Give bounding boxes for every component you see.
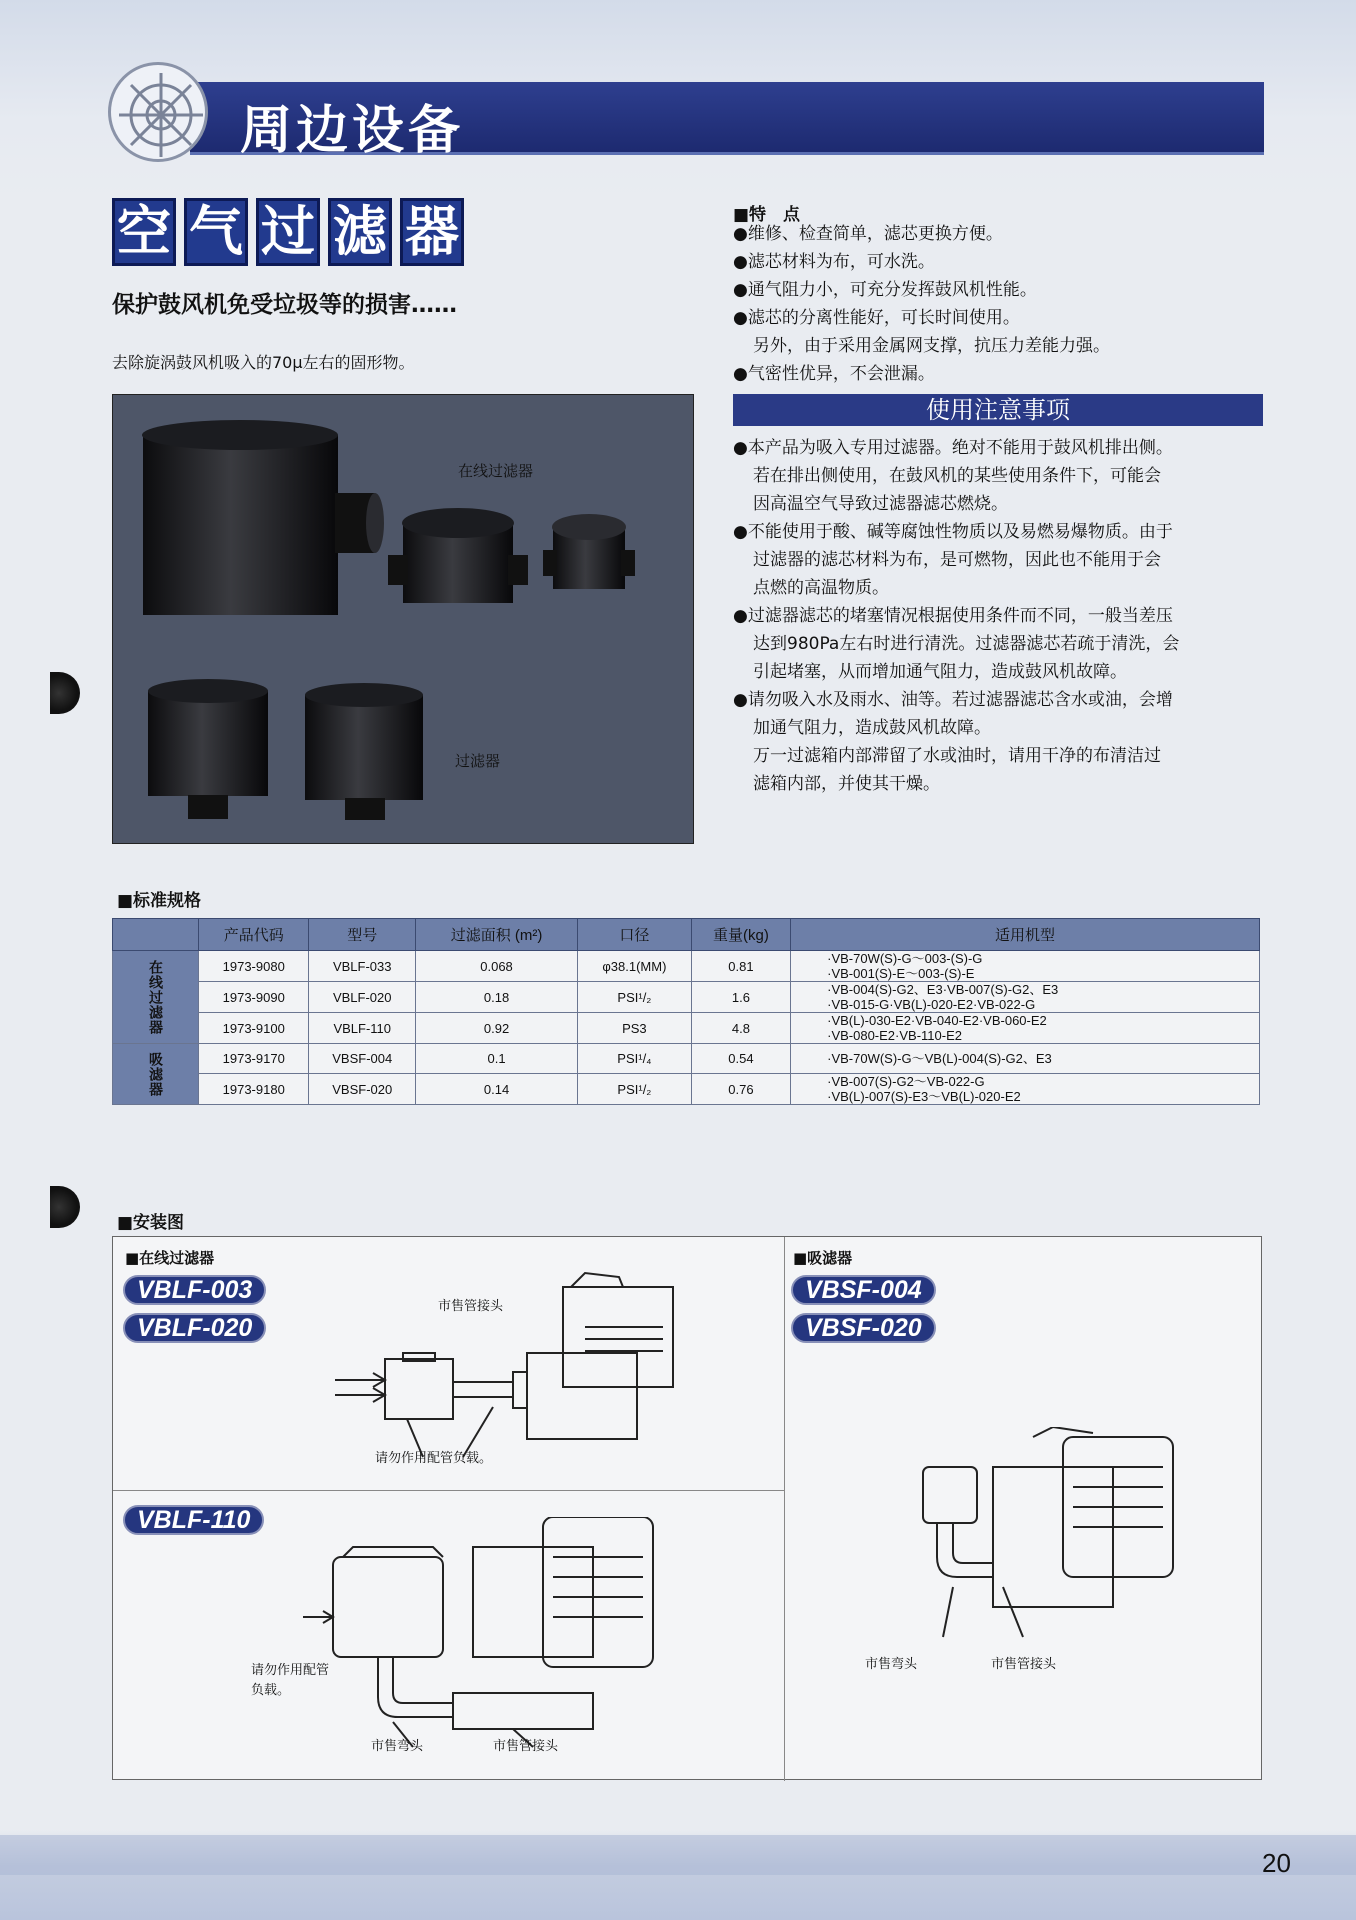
model-line: ·VB-007(S)-G2～VB-022-G bbox=[827, 1074, 985, 1089]
model-badge-vblf-020: VBLF-020 bbox=[123, 1313, 266, 1343]
cell-model: VBSF-004 bbox=[309, 1044, 416, 1074]
feature-item: ●维修、检查简单，滤芯更换方便。 bbox=[733, 224, 1003, 244]
cell-models bbox=[791, 982, 1260, 1013]
table-row bbox=[113, 1013, 1260, 1044]
title-char: 滤 bbox=[328, 198, 392, 266]
table-row bbox=[113, 982, 1260, 1013]
title-char: 空 bbox=[112, 198, 176, 266]
caution-line: 引起堵塞，从而增加通气阻力，造成鼓风机故障。 bbox=[753, 662, 1127, 682]
caution-item bbox=[733, 434, 1263, 518]
column-header: 重量(kg) bbox=[691, 919, 790, 951]
note-commercial-elbow: 市售弯头 bbox=[865, 1657, 918, 1672]
cell-code: 1973-9080 bbox=[199, 951, 309, 982]
model-badge-vbsf-004: VBSF-004 bbox=[791, 1275, 936, 1305]
caution-item bbox=[733, 602, 1263, 686]
page-number: 20 bbox=[1262, 1848, 1291, 1878]
note-no-pipe-load-cont: 负载。 bbox=[251, 1683, 291, 1698]
feature-item-extra: 另外，由于采用金属网支撑，抗压力差能力强。 bbox=[753, 336, 1110, 356]
table-row bbox=[113, 951, 1260, 982]
product-title bbox=[112, 198, 464, 266]
column-header: 产品代码 bbox=[199, 919, 309, 951]
table-row bbox=[113, 1044, 1260, 1074]
vblf110-install-drawing bbox=[293, 1517, 693, 1767]
cell-models bbox=[791, 1044, 1260, 1074]
model-line: ·VB-001(S)-E～003-(S)-E bbox=[827, 966, 975, 981]
cell-port: PSI¹/₂ bbox=[578, 1074, 692, 1105]
title-char: 过 bbox=[256, 198, 320, 266]
caution-line: 若在排出侧使用，在鼓风机的某些使用条件下，可能会 bbox=[753, 466, 1161, 486]
table-corner bbox=[113, 919, 199, 951]
binder-hole bbox=[50, 672, 80, 714]
cell-weight: 1.6 bbox=[691, 982, 790, 1013]
features-list bbox=[733, 220, 1273, 388]
filters-illustration bbox=[113, 395, 695, 845]
section-banner bbox=[190, 82, 1264, 161]
model-badge-vbsf-020: VBSF-020 bbox=[791, 1313, 936, 1343]
cell-area: 0.92 bbox=[416, 1013, 578, 1044]
cell-code: 1973-9090 bbox=[199, 982, 309, 1013]
note-commercial-elbow: 市售弯头 bbox=[371, 1739, 424, 1754]
note-no-pipe-load: 请勿作用配管负载。 bbox=[375, 1451, 493, 1466]
model-badge-vblf-110: VBLF-110 bbox=[123, 1505, 264, 1535]
caution-list bbox=[733, 434, 1263, 798]
column-header: 适用机型 bbox=[791, 919, 1260, 951]
fan-icon bbox=[108, 62, 208, 162]
note-no-pipe-load: 请勿作用配管 bbox=[251, 1663, 330, 1678]
label-filter: 过滤器 bbox=[455, 752, 501, 770]
cell-port: PSI¹/₂ bbox=[578, 982, 692, 1013]
cell-area: 0.068 bbox=[416, 951, 578, 982]
cell-weight: 0.54 bbox=[691, 1044, 790, 1074]
inline-install-drawing bbox=[323, 1267, 703, 1467]
cell-model: VBLF-020 bbox=[309, 982, 416, 1013]
model-line: ·VB-004(S)-G2、E3·VB-007(S)-G2、E3 bbox=[827, 982, 1059, 997]
model-line: ·VB-70W(S)-G～VB(L)-004(S)-G2、E3 bbox=[827, 1051, 1052, 1066]
cell-models bbox=[791, 1074, 1260, 1105]
caution-line: ●不能使用于酸、碱等腐蚀性物质以及易燃易爆物质。由于 bbox=[733, 522, 1173, 542]
note-commercial-joint: 市售管接头 bbox=[438, 1299, 504, 1314]
cell-weight: 0.76 bbox=[691, 1074, 790, 1105]
caution-line: ●本产品为吸入专用过滤器。绝对不能用于鼓风机排出侧。 bbox=[733, 438, 1173, 458]
spec-heading: ■标准规格 bbox=[117, 891, 202, 911]
label-inline-filter: 在线过滤器 bbox=[458, 462, 534, 480]
caution-line: 滤箱内部，并使其干燥。 bbox=[753, 774, 940, 794]
feature-item: ●滤芯的分离性能好，可长时间使用。 bbox=[733, 308, 1020, 328]
feature-item: ●气密性优异，不会泄漏。 bbox=[733, 364, 935, 384]
model-badge-vblf-003: VBLF-003 bbox=[123, 1275, 266, 1305]
cell-model: VBSF-020 bbox=[309, 1074, 416, 1105]
cell-models bbox=[791, 1013, 1260, 1044]
caution-line: ●过滤器滤芯的堵塞情况根据使用条件而不同，一般当差压 bbox=[733, 606, 1173, 626]
spec-table bbox=[112, 918, 1260, 1105]
cell-area: 0.1 bbox=[416, 1044, 578, 1074]
caution-item bbox=[733, 686, 1263, 798]
subtitle: 保护鼓风机免受垃圾等的损害…… bbox=[112, 292, 457, 318]
cell-area: 0.18 bbox=[416, 982, 578, 1013]
binder-hole bbox=[50, 1186, 80, 1228]
cell-code: 1973-9170 bbox=[199, 1044, 309, 1074]
suction-install-drawing bbox=[913, 1427, 1213, 1647]
model-line: ·VB-70W(S)-G～003-(S)-G bbox=[827, 951, 983, 966]
title-char: 气 bbox=[184, 198, 248, 266]
caution-line: 达到980Pa左右时进行清洗。过滤器滤芯若疏于清洗，会 bbox=[753, 634, 1180, 654]
cell-code: 1973-9100 bbox=[199, 1013, 309, 1044]
cell-code: 1973-9180 bbox=[199, 1074, 309, 1105]
description: 去除旋涡鼓风机吸入的70μ左右的固形物。 bbox=[112, 353, 415, 372]
note-commercial-joint: 市售管接头 bbox=[991, 1657, 1057, 1672]
install-heading: ■安装图 bbox=[117, 1213, 185, 1233]
note-commercial-joint: 市售管接头 bbox=[493, 1739, 559, 1754]
suction-filter-subheading: ■吸滤器 bbox=[793, 1249, 853, 1267]
cell-area: 0.14 bbox=[416, 1074, 578, 1105]
section-title: 周边设备 bbox=[240, 101, 465, 161]
column-header: 型号 bbox=[309, 919, 416, 951]
divider bbox=[784, 1237, 785, 1781]
cell-model: VBLF-110 bbox=[309, 1013, 416, 1044]
title-char: 器 bbox=[400, 198, 464, 266]
feature-item: ●通气阻力小，可充分发挥鼓风机性能。 bbox=[733, 280, 1037, 300]
divider bbox=[113, 1490, 784, 1491]
footer-stripe bbox=[0, 1835, 1356, 1875]
cell-model: VBLF-033 bbox=[309, 951, 416, 982]
model-line: ·VB-080-E2·VB-110-E2 bbox=[827, 1028, 962, 1043]
caution-line: 因高温空气导致过滤器滤芯燃烧。 bbox=[753, 494, 1008, 514]
product-photo bbox=[112, 394, 694, 844]
table-row bbox=[113, 1074, 1260, 1105]
caution-line: 万一过滤箱内部滞留了水或油时，请用干净的布清洁过 bbox=[753, 746, 1161, 766]
cell-port: PSI¹/₄ bbox=[578, 1044, 692, 1074]
feature-item: ●滤芯材料为布，可水洗。 bbox=[733, 252, 935, 272]
caution-item bbox=[733, 518, 1263, 602]
model-line: ·VB(L)-007(S)-E3～VB(L)-020-E2 bbox=[827, 1089, 1021, 1104]
caution-heading: 使用注意事项 bbox=[733, 394, 1263, 426]
features-heading: ■特 点 bbox=[733, 205, 801, 225]
cell-models bbox=[791, 951, 1260, 982]
cell-port: φ38.1(MM) bbox=[578, 951, 692, 982]
cell-weight: 4.8 bbox=[691, 1013, 790, 1044]
cell-weight: 0.81 bbox=[691, 951, 790, 982]
column-header: 过滤面积 (m²) bbox=[416, 919, 578, 951]
install-diagrams bbox=[112, 1236, 1262, 1780]
caution-line: 加通气阻力，造成鼓风机故障。 bbox=[753, 718, 991, 738]
table-header-row bbox=[113, 919, 1260, 951]
caution-line: 点燃的高温物质。 bbox=[753, 578, 889, 598]
group-inline-filter: 在线过滤器 bbox=[113, 951, 199, 1044]
inline-filter-subheading: ■在线过滤器 bbox=[125, 1249, 215, 1267]
model-line: ·VB-015-G·VB(L)-020-E2·VB-022-G bbox=[827, 997, 1036, 1012]
caution-line: ●请勿吸入水及雨水、油等。若过滤器滤芯含水或油，会增 bbox=[733, 690, 1173, 710]
caution-line: 过滤器的滤芯材料为布，是可燃物，因此也不能用于会 bbox=[753, 550, 1161, 570]
column-header: 口径 bbox=[578, 919, 692, 951]
model-line: ·VB(L)-030-E2·VB-040-E2·VB-060-E2 bbox=[827, 1013, 1047, 1028]
group-suction-filter: 吸滤器 bbox=[113, 1044, 199, 1105]
cell-port: PS3 bbox=[578, 1013, 692, 1044]
